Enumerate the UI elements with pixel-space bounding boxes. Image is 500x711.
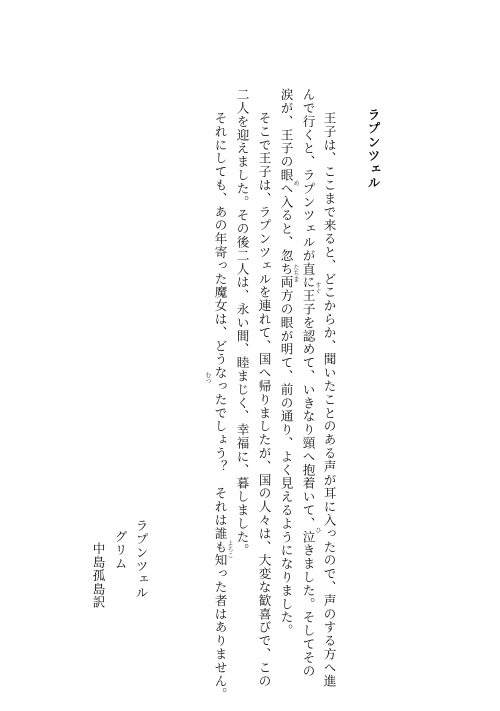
furigana-me: め <box>292 180 299 186</box>
furigana-sugu: すぐ <box>314 282 321 294</box>
credit-work-title: ラプンツェル <box>133 519 149 600</box>
furigana-yoroko: よろこ <box>226 540 233 558</box>
text-column-1: 王子は、ここまで来ると、どこからか、聞いたことのある声が耳に入ったので、声のする方へ進 <box>321 98 337 688</box>
furigana-tachima: たちま <box>292 264 299 282</box>
credit-translator: 中島孤島訳 <box>90 542 106 609</box>
document-title: ラプンツェル <box>365 108 381 190</box>
furigana-hi: ひ <box>314 527 321 533</box>
text-column-6: それにしても、あの年寄った魔女は、どうなったでしょう？ それは誰も知った者はありません。 <box>212 98 228 701</box>
credit-author: グリム <box>112 530 128 571</box>
text-column-2: んで行くと、ラプンツェルが直に王子を認めて、いきなり頸へ抱着いて、泣きました。そしてその <box>300 88 316 678</box>
text-column-5: 二人を迎えました。その後二人は、永い間、睦まじく、幸福に、暮しました。 <box>234 88 250 557</box>
text-column-4: そこで王子は、ラプンツェルを連れて、国へ帰りましたが、国の人々は、大変な歓喜びで、この <box>256 98 272 688</box>
text-column-3: 涙が、王子の眼へ入ると、忽ち両方の眼が明て、前の通り、よく見えるようになりました。 <box>278 88 294 638</box>
furigana-mutsu: むつ <box>204 372 211 384</box>
